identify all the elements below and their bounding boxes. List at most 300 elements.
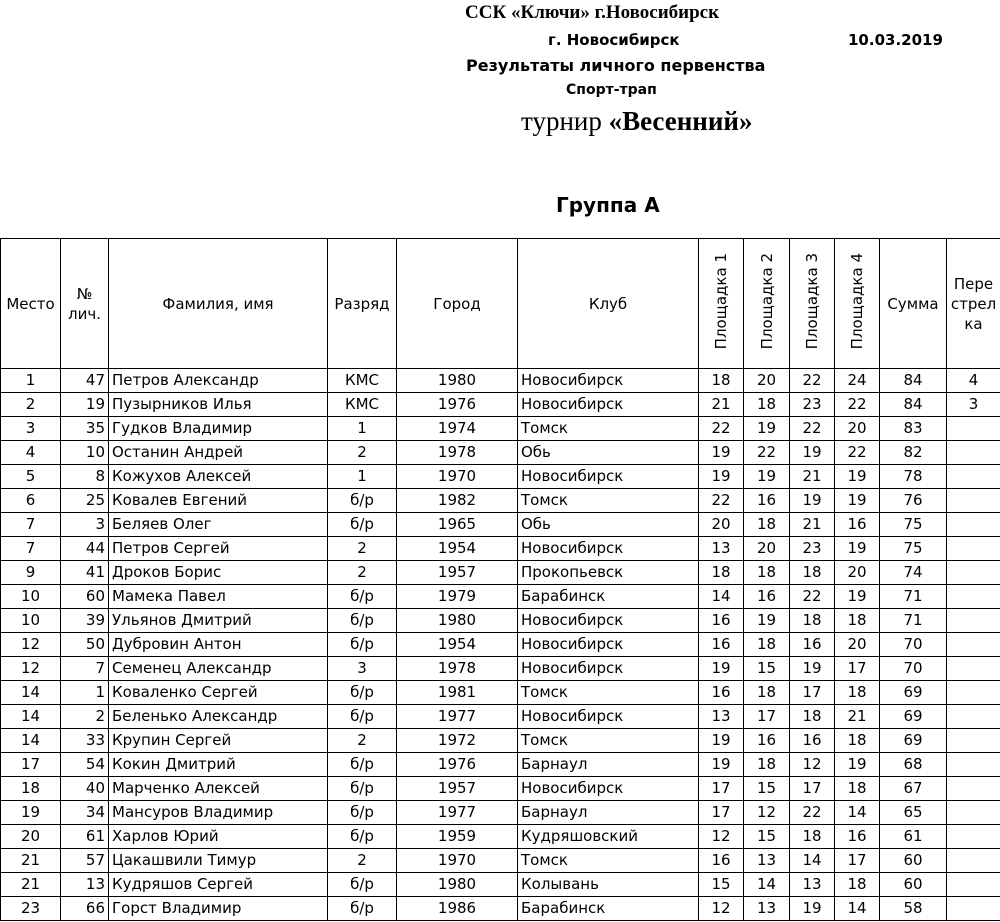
table-row <box>1 705 1000 729</box>
cell-court-3: 18 <box>790 705 835 729</box>
cell-court-3: 19 <box>790 441 835 465</box>
cell-name: Марченко Алексей <box>109 777 328 801</box>
cell-court-3: 23 <box>790 537 835 561</box>
cell-court-3: 22 <box>790 417 835 441</box>
cell-sum: 78 <box>880 465 947 489</box>
cell-court-3: 22 <box>790 585 835 609</box>
cell-place: 14 <box>1 729 61 753</box>
cell-place: 23 <box>1 897 61 921</box>
cell-court-3: 12 <box>790 753 835 777</box>
cell-place: 20 <box>1 825 61 849</box>
cell-court-3: 22 <box>790 801 835 825</box>
cell-court-4: 18 <box>835 729 880 753</box>
cell-sum: 84 <box>880 369 947 393</box>
cell-court-1: 19 <box>699 729 744 753</box>
cell-sum: 65 <box>880 801 947 825</box>
cell-club: Новосибирск <box>518 705 699 729</box>
cell-city: 1982 <box>397 489 518 513</box>
cell-sum: 82 <box>880 441 947 465</box>
cell-city: 1981 <box>397 681 518 705</box>
cell-rank: 2 <box>328 849 397 873</box>
cell-number: 44 <box>61 537 109 561</box>
cell-court-2: 13 <box>744 849 790 873</box>
cell-number: 34 <box>61 801 109 825</box>
cell-city: 1980 <box>397 609 518 633</box>
cell-court-2: 18 <box>744 393 790 417</box>
cell-name: Мамека Павел <box>109 585 328 609</box>
cell-city: 1957 <box>397 561 518 585</box>
cell-shootoff: 3 <box>947 393 1000 417</box>
cell-rank: б/р <box>328 609 397 633</box>
table-row <box>1 465 1000 489</box>
cell-court-4: 17 <box>835 849 880 873</box>
table-header-row <box>1 239 1000 369</box>
cell-name: Пузырников Илья <box>109 393 328 417</box>
cell-city: 1974 <box>397 417 518 441</box>
cell-number: 54 <box>61 753 109 777</box>
cell-court-1: 16 <box>699 681 744 705</box>
cell-number: 1 <box>61 681 109 705</box>
cell-shootoff <box>947 561 1000 585</box>
cell-court-3: 18 <box>790 561 835 585</box>
cell-rank: б/р <box>328 705 397 729</box>
cell-city: 1959 <box>397 825 518 849</box>
cell-place: 6 <box>1 489 61 513</box>
col-court-2 <box>744 239 790 369</box>
table-row <box>1 609 1000 633</box>
cell-shootoff <box>947 489 1000 513</box>
cell-place: 4 <box>1 441 61 465</box>
cell-court-4: 18 <box>835 681 880 705</box>
table-row <box>1 777 1000 801</box>
cell-number: 61 <box>61 825 109 849</box>
cell-city: 1978 <box>397 441 518 465</box>
cell-court-3: 16 <box>790 729 835 753</box>
cell-place: 14 <box>1 705 61 729</box>
cell-court-1: 14 <box>699 585 744 609</box>
col-court-2-label: Площадка 2 <box>757 252 776 350</box>
cell-rank: б/р <box>328 777 397 801</box>
cell-club: Новосибирск <box>518 657 699 681</box>
cell-court-4: 17 <box>835 657 880 681</box>
cell-rank: 2 <box>328 441 397 465</box>
cell-court-4: 24 <box>835 369 880 393</box>
cell-number: 57 <box>61 849 109 873</box>
cell-city: 1970 <box>397 849 518 873</box>
cell-city: 1970 <box>397 465 518 489</box>
cell-city: 1980 <box>397 369 518 393</box>
cell-shootoff <box>947 729 1000 753</box>
date-label: 10.03.2019 <box>848 31 943 49</box>
cell-rank: б/р <box>328 585 397 609</box>
cell-number: 7 <box>61 657 109 681</box>
cell-court-2: 19 <box>744 609 790 633</box>
cell-place: 21 <box>1 873 61 897</box>
cell-shootoff <box>947 657 1000 681</box>
cell-name: Коваленко Сергей <box>109 681 328 705</box>
results-title: Результаты личного первенства <box>466 56 766 75</box>
cell-sum: 84 <box>880 393 947 417</box>
table-row <box>1 489 1000 513</box>
cell-court-4: 19 <box>835 753 880 777</box>
cell-city: 1976 <box>397 393 518 417</box>
cell-court-1: 20 <box>699 513 744 537</box>
cell-court-2: 18 <box>744 753 790 777</box>
tournament-prefix: турнир <box>521 106 609 136</box>
cell-court-1: 22 <box>699 417 744 441</box>
table-row <box>1 825 1000 849</box>
cell-court-4: 16 <box>835 513 880 537</box>
cell-city: 1977 <box>397 705 518 729</box>
cell-place: 12 <box>1 633 61 657</box>
cell-rank: б/р <box>328 897 397 921</box>
cell-court-4: 20 <box>835 633 880 657</box>
cell-place: 7 <box>1 537 61 561</box>
cell-rank: КМС <box>328 369 397 393</box>
cell-sum: 68 <box>880 753 947 777</box>
cell-shootoff <box>947 537 1000 561</box>
cell-court-1: 19 <box>699 441 744 465</box>
cell-sum: 75 <box>880 513 947 537</box>
cell-club: Кудряшовский <box>518 825 699 849</box>
cell-court-2: 18 <box>744 513 790 537</box>
cell-place: 14 <box>1 681 61 705</box>
group-title: Группа А <box>556 193 660 217</box>
cell-club: Новосибирск <box>518 537 699 561</box>
cell-name: Петров Сергей <box>109 537 328 561</box>
cell-club: Обь <box>518 513 699 537</box>
cell-court-1: 15 <box>699 873 744 897</box>
table-row <box>1 441 1000 465</box>
cell-city: 1957 <box>397 777 518 801</box>
cell-court-3: 17 <box>790 777 835 801</box>
cell-shootoff: 4 <box>947 369 1000 393</box>
cell-sum: 69 <box>880 705 947 729</box>
cell-sum: 67 <box>880 777 947 801</box>
cell-shootoff <box>947 441 1000 465</box>
cell-court-3: 14 <box>790 849 835 873</box>
cell-court-4: 19 <box>835 465 880 489</box>
cell-court-4: 19 <box>835 489 880 513</box>
cell-court-2: 15 <box>744 825 790 849</box>
col-rank: Разряд <box>328 239 397 369</box>
cell-number: 2 <box>61 705 109 729</box>
table-row <box>1 873 1000 897</box>
cell-name: Дубровин Антон <box>109 633 328 657</box>
col-city: Город <box>397 239 518 369</box>
cell-court-3: 13 <box>790 873 835 897</box>
cell-rank: б/р <box>328 489 397 513</box>
cell-club: Томск <box>518 489 699 513</box>
cell-rank: б/р <box>328 801 397 825</box>
cell-rank: 1 <box>328 465 397 489</box>
cell-place: 1 <box>1 369 61 393</box>
table-row <box>1 537 1000 561</box>
cell-shootoff <box>947 633 1000 657</box>
cell-shootoff <box>947 705 1000 729</box>
cell-sum: 76 <box>880 489 947 513</box>
col-court-3-label: Площадка 3 <box>803 252 821 350</box>
cell-name: Кокин Дмитрий <box>109 753 328 777</box>
cell-court-1: 18 <box>699 561 744 585</box>
cell-court-4: 14 <box>835 801 880 825</box>
cell-name: Кожухов Алексей <box>109 465 328 489</box>
city-label: г. Новосибирск <box>548 31 680 49</box>
cell-court-1: 16 <box>699 849 744 873</box>
cell-court-1: 12 <box>699 825 744 849</box>
cell-court-2: 18 <box>744 561 790 585</box>
cell-name: Гудков Владимир <box>109 417 328 441</box>
cell-court-2: 13 <box>744 897 790 921</box>
cell-rank: 1 <box>328 417 397 441</box>
cell-name: Беляев Олег <box>109 513 328 537</box>
cell-court-1: 19 <box>699 657 744 681</box>
cell-court-2: 19 <box>744 465 790 489</box>
cell-rank: б/р <box>328 513 397 537</box>
cell-court-3: 19 <box>790 657 835 681</box>
cell-court-4: 14 <box>835 897 880 921</box>
cell-court-3: 19 <box>790 897 835 921</box>
cell-shootoff <box>947 873 1000 897</box>
col-club: Клуб <box>518 239 699 369</box>
cell-place: 12 <box>1 657 61 681</box>
cell-court-1: 19 <box>699 753 744 777</box>
cell-name: Ковалев Евгений <box>109 489 328 513</box>
cell-number: 47 <box>61 369 109 393</box>
cell-city: 1986 <box>397 897 518 921</box>
cell-court-3: 22 <box>790 369 835 393</box>
cell-court-4: 22 <box>835 393 880 417</box>
cell-shootoff <box>947 825 1000 849</box>
cell-court-4: 20 <box>835 561 880 585</box>
table-row <box>1 393 1000 417</box>
table-row <box>1 369 1000 393</box>
cell-club: Прокопьевск <box>518 561 699 585</box>
cell-court-1: 16 <box>699 609 744 633</box>
cell-court-1: 16 <box>699 633 744 657</box>
tournament-title <box>521 106 752 137</box>
table-row <box>1 513 1000 537</box>
cell-number: 13 <box>61 873 109 897</box>
cell-number: 25 <box>61 489 109 513</box>
cell-shootoff <box>947 849 1000 873</box>
cell-court-4: 19 <box>835 585 880 609</box>
table-row <box>1 417 1000 441</box>
table-row <box>1 801 1000 825</box>
cell-court-4: 16 <box>835 825 880 849</box>
cell-rank: 2 <box>328 537 397 561</box>
cell-place: 3 <box>1 417 61 441</box>
cell-name: Крупин Сергей <box>109 729 328 753</box>
cell-court-4: 18 <box>835 777 880 801</box>
cell-court-1: 19 <box>699 465 744 489</box>
cell-court-1: 17 <box>699 777 744 801</box>
cell-number: 19 <box>61 393 109 417</box>
cell-court-3: 16 <box>790 633 835 657</box>
table-row <box>1 753 1000 777</box>
col-court-4-label: Площадка 4 <box>848 252 866 350</box>
cell-court-2: 16 <box>744 585 790 609</box>
cell-court-3: 21 <box>790 513 835 537</box>
cell-club: Новосибирск <box>518 369 699 393</box>
cell-name: Ульянов Дмитрий <box>109 609 328 633</box>
cell-name: Харлов Юрий <box>109 825 328 849</box>
cell-sum: 83 <box>880 417 947 441</box>
cell-number: 8 <box>61 465 109 489</box>
cell-place: 17 <box>1 753 61 777</box>
cell-name: Беленько Александр <box>109 705 328 729</box>
col-court-4 <box>835 239 880 369</box>
cell-city: 1954 <box>397 537 518 561</box>
cell-club: Обь <box>518 441 699 465</box>
cell-shootoff <box>947 777 1000 801</box>
col-court-1 <box>699 239 744 369</box>
cell-shootoff <box>947 801 1000 825</box>
cell-club: Барабинск <box>518 585 699 609</box>
cell-rank: б/р <box>328 873 397 897</box>
cell-sum: 60 <box>880 849 947 873</box>
cell-name: Семенец Александр <box>109 657 328 681</box>
table-row <box>1 561 1000 585</box>
col-shootoff: Пере стрел ка <box>947 239 1000 369</box>
cell-shootoff <box>947 897 1000 921</box>
cell-club: Колывань <box>518 873 699 897</box>
cell-court-3: 21 <box>790 465 835 489</box>
table-row <box>1 657 1000 681</box>
cell-sum: 69 <box>880 681 947 705</box>
cell-club: Томск <box>518 729 699 753</box>
cell-court-3: 23 <box>790 393 835 417</box>
cell-club: Новосибирск <box>518 633 699 657</box>
cell-place: 18 <box>1 777 61 801</box>
cell-number: 40 <box>61 777 109 801</box>
cell-court-1: 13 <box>699 537 744 561</box>
cell-club: Томск <box>518 849 699 873</box>
cell-club: Томск <box>518 681 699 705</box>
cell-court-2: 18 <box>744 681 790 705</box>
cell-number: 10 <box>61 441 109 465</box>
cell-court-2: 17 <box>744 705 790 729</box>
table-row <box>1 585 1000 609</box>
cell-city: 1965 <box>397 513 518 537</box>
cell-court-2: 16 <box>744 729 790 753</box>
cell-number: 33 <box>61 729 109 753</box>
table-row <box>1 729 1000 753</box>
cell-club: Барабинск <box>518 897 699 921</box>
cell-shootoff <box>947 417 1000 441</box>
cell-city: 1972 <box>397 729 518 753</box>
cell-court-4: 18 <box>835 609 880 633</box>
cell-club: Барнаул <box>518 801 699 825</box>
table-row <box>1 849 1000 873</box>
cell-place: 10 <box>1 609 61 633</box>
cell-city: 1977 <box>397 801 518 825</box>
cell-place: 2 <box>1 393 61 417</box>
cell-sum: 71 <box>880 585 947 609</box>
table-row <box>1 681 1000 705</box>
cell-court-2: 22 <box>744 441 790 465</box>
col-place: Место <box>1 239 61 369</box>
cell-number: 35 <box>61 417 109 441</box>
cell-sum: 58 <box>880 897 947 921</box>
cell-sum: 74 <box>880 561 947 585</box>
cell-name: Петров Александр <box>109 369 328 393</box>
cell-place: 7 <box>1 513 61 537</box>
cell-court-3: 18 <box>790 825 835 849</box>
cell-rank: б/р <box>328 753 397 777</box>
cell-rank: б/р <box>328 633 397 657</box>
cell-rank: 2 <box>328 561 397 585</box>
cell-court-2: 20 <box>744 369 790 393</box>
cell-rank: 3 <box>328 657 397 681</box>
cell-name: Дроков Борис <box>109 561 328 585</box>
cell-sum: 70 <box>880 633 947 657</box>
cell-place: 21 <box>1 849 61 873</box>
cell-club: Новосибирск <box>518 465 699 489</box>
col-number: № лич. <box>61 239 109 369</box>
cell-city: 1976 <box>397 753 518 777</box>
cell-sum: 69 <box>880 729 947 753</box>
cell-court-4: 19 <box>835 537 880 561</box>
organization-title: ССК «Ключи» г.Новосибирск <box>465 2 720 23</box>
col-court-3 <box>790 239 835 369</box>
cell-court-1: 12 <box>699 897 744 921</box>
cell-court-2: 19 <box>744 417 790 441</box>
cell-city: 1980 <box>397 873 518 897</box>
cell-place: 19 <box>1 801 61 825</box>
cell-court-3: 19 <box>790 489 835 513</box>
cell-shootoff <box>947 753 1000 777</box>
cell-number: 39 <box>61 609 109 633</box>
cell-city: 1978 <box>397 657 518 681</box>
cell-court-1: 21 <box>699 393 744 417</box>
cell-court-1: 22 <box>699 489 744 513</box>
cell-club: Новосибирск <box>518 393 699 417</box>
col-sum: Сумма <box>880 239 947 369</box>
cell-shootoff <box>947 513 1000 537</box>
cell-court-3: 17 <box>790 681 835 705</box>
cell-court-2: 12 <box>744 801 790 825</box>
cell-club: Барнаул <box>518 753 699 777</box>
cell-name: Кудряшов Сергей <box>109 873 328 897</box>
cell-number: 41 <box>61 561 109 585</box>
col-court-1-label: Площадка 1 <box>712 252 730 350</box>
cell-sum: 75 <box>880 537 947 561</box>
cell-shootoff <box>947 465 1000 489</box>
cell-number: 3 <box>61 513 109 537</box>
cell-rank: 2 <box>328 729 397 753</box>
cell-city: 1954 <box>397 633 518 657</box>
cell-court-3: 18 <box>790 609 835 633</box>
cell-rank: б/р <box>328 681 397 705</box>
cell-court-2: 16 <box>744 489 790 513</box>
cell-sum: 61 <box>880 825 947 849</box>
cell-court-1: 18 <box>699 369 744 393</box>
cell-court-2: 15 <box>744 777 790 801</box>
cell-shootoff <box>947 585 1000 609</box>
cell-sum: 71 <box>880 609 947 633</box>
cell-court-2: 15 <box>744 657 790 681</box>
cell-court-2: 20 <box>744 537 790 561</box>
results-table <box>0 238 1000 921</box>
cell-court-4: 21 <box>835 705 880 729</box>
cell-court-4: 20 <box>835 417 880 441</box>
cell-number: 50 <box>61 633 109 657</box>
cell-rank: КМС <box>328 393 397 417</box>
table-row <box>1 633 1000 657</box>
cell-number: 60 <box>61 585 109 609</box>
cell-place: 9 <box>1 561 61 585</box>
